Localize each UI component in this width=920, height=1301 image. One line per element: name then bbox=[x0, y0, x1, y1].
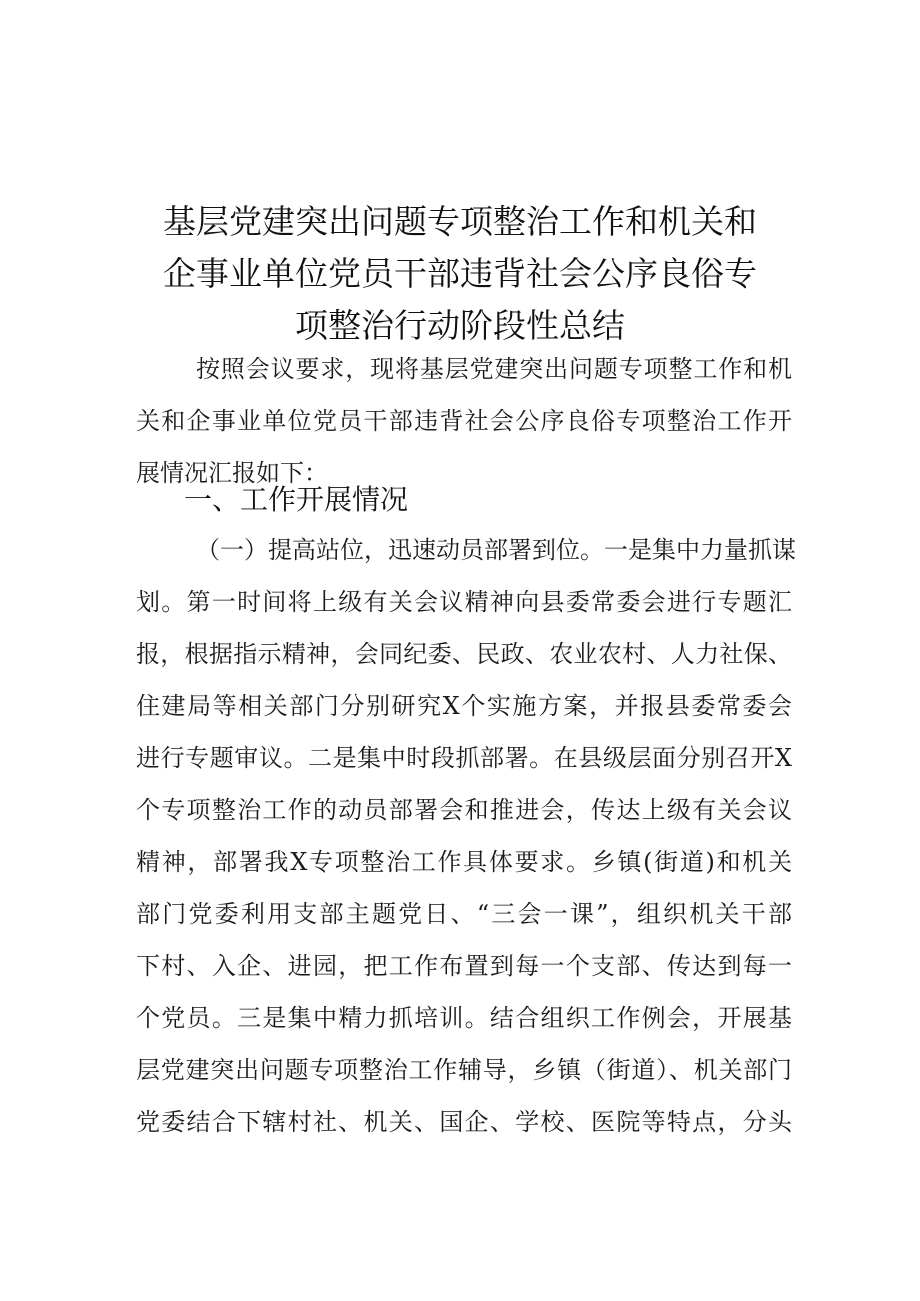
text-line: 展情况汇报如下： bbox=[136, 459, 328, 487]
body-paragraph bbox=[136, 524, 796, 1148]
text-line: 个党员。三是集中精力抓培训。结合组织工作例会，开展基 bbox=[136, 1004, 792, 1032]
text-line: 关和企事业单位党员干部违背社会公序良俗专项整治工作开 bbox=[136, 407, 792, 435]
title-line: 基层党建突出问题专项整治工作和机关和 bbox=[163, 202, 757, 241]
title-line: 项整治行动阶段性总结 bbox=[295, 306, 625, 345]
text-line: 层党建突出问题专项整治工作辅导，乡镇（街道）、机关部门 bbox=[136, 1056, 792, 1084]
text-line: 划。第一时间将上级有关会议精神向县委常委会进行专题汇 bbox=[136, 588, 792, 616]
text-line: 下村、入企、进园，把工作布置到每一个支部、传达到每一 bbox=[136, 952, 792, 980]
text-line: 按照会议要求，现将基层党建突出问题专项整工作和机 bbox=[196, 355, 792, 383]
text-line: 个专项整治工作的动员部署会和推进会，传达上级有关会议 bbox=[136, 796, 792, 824]
text-line: 党委结合下辖村社、机关、国企、学校、医院等特点，分头 bbox=[136, 1108, 792, 1136]
section-heading: 一、工作开展情况 bbox=[184, 483, 409, 516]
text-line: 报，根据指示精神，会同纪委、民政、农业农村、人力社保、 bbox=[136, 640, 792, 668]
text-line: （一）提高站位，迅速动员部署到位。一是集中力量抓谋 bbox=[196, 536, 796, 564]
text-line: 部门党委利用支部主题党日、“三会一课”，组织机关干部 bbox=[136, 900, 792, 928]
document-title bbox=[100, 196, 820, 352]
title-line: 企事业单位党员干部违背社会公序良俗专 bbox=[163, 254, 757, 293]
text-line: 住建局等相关部门分别研究X个实施方案，并报县委常委会 bbox=[136, 692, 792, 720]
text-line: 进行专题审议。二是集中时段抓部署。在县级层面分别召开X bbox=[136, 744, 792, 772]
text-line: 精神，部署我X专项整治工作具体要求。乡镇(街道)和机关 bbox=[136, 848, 792, 876]
